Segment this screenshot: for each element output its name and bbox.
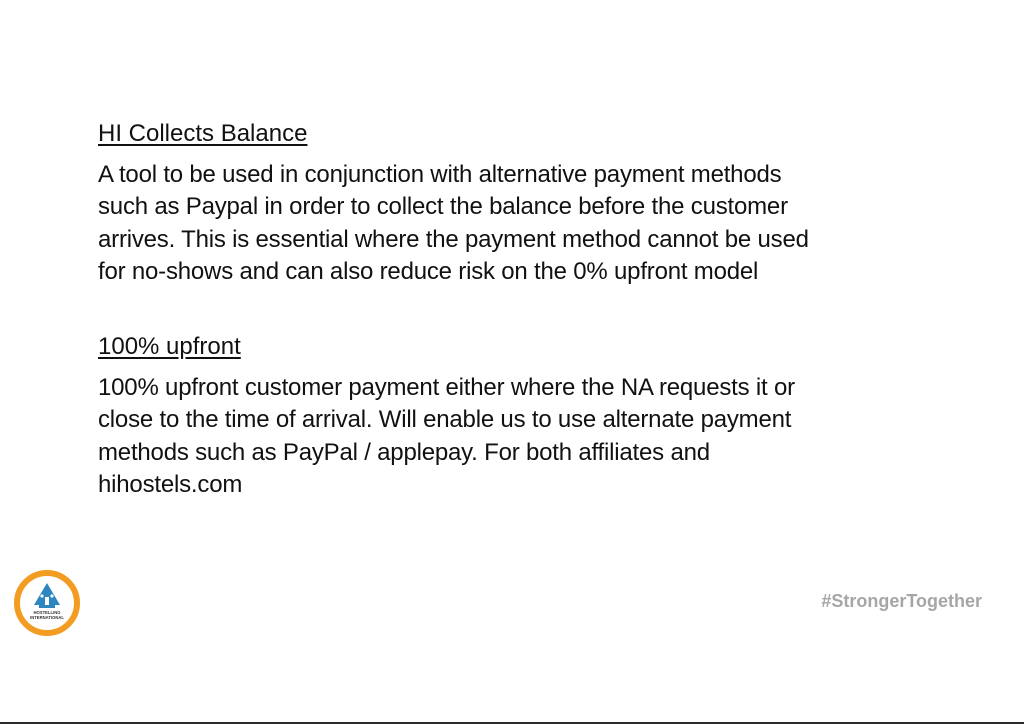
section-body: A tool to be used in conjunction with alternative payment methods such as Paypal in order to collect the balance before the customer arrives. This is essential where the payment method cannot be used for no-shows and can also reduce risk on the 0% upfront model (98, 161, 809, 285)
logo-text-line2: INTERNATIONAL (30, 615, 64, 620)
section-body: 100% upfront customer payment either where the NA requests it or close to the time of arrival. Will enable us to use alternate payment methods such as PayPal / applepay. For both affiliates and hihostels.com (98, 374, 795, 499)
section-hi-collects-balance (98, 118, 958, 288)
section-100-upfront (98, 331, 958, 501)
slide-content (98, 118, 958, 501)
logo-text-line1: HOSTELLING (33, 610, 61, 615)
hashtag-text: #StrongerTogether (821, 591, 982, 611)
section-heading: 100% upfront (98, 333, 241, 361)
section-heading: HI Collects Balance (98, 120, 308, 147)
hostelling-international-logo-icon (13, 569, 81, 637)
